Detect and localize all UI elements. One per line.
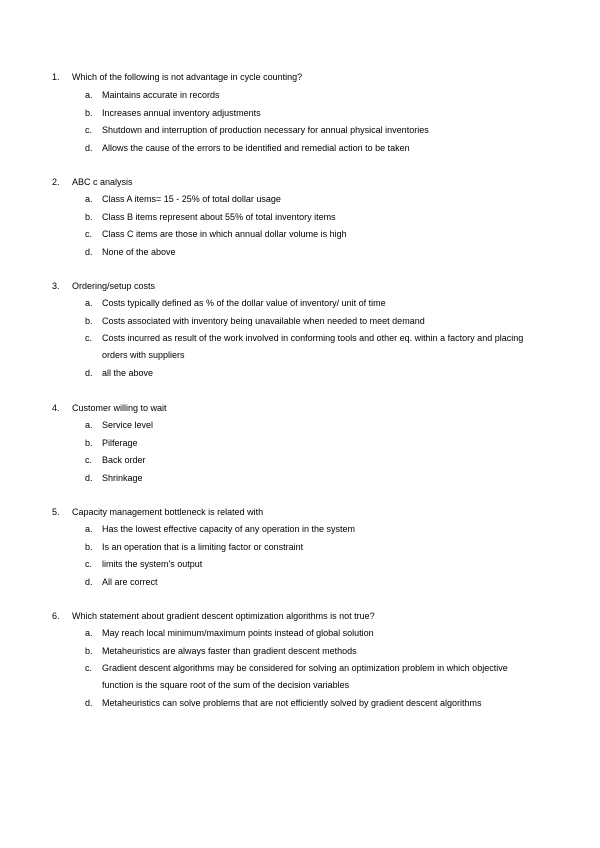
option-text: Costs associated with inventory being unavailable when needed to meet demand: [102, 315, 425, 326]
question-text: Which of the following is not advantage in cycle counting?: [72, 72, 303, 82]
option-text: Metaheuristics are always faster than gradient descent methods: [102, 645, 357, 656]
option-c: [85, 452, 535, 469]
option-d: [85, 695, 535, 712]
option-letter: b.: [85, 211, 93, 222]
option-text: All are correct: [102, 576, 158, 587]
option-b: [85, 435, 535, 452]
question-number: 1.: [52, 72, 60, 82]
question-number: 4.: [52, 403, 60, 413]
question-stem: [52, 278, 155, 295]
option-text: Class B items represent about 55% of total inventory items: [102, 211, 336, 222]
option-letter: c.: [85, 229, 93, 239]
option-a: [85, 417, 535, 434]
question-stem: [52, 608, 375, 625]
option-text: Shutdown and interruption of production necessary for annual physical inventories: [102, 125, 429, 135]
option-letter: c.: [85, 455, 93, 465]
option-letter: c.: [85, 663, 93, 673]
option-text: None of the above: [102, 246, 176, 257]
option-a: [85, 191, 535, 208]
option-text: Metaheuristics can solve problems that are not efficiently solved by gradient descent algorithms: [102, 698, 482, 708]
option-text: Pilferage: [102, 437, 138, 448]
option-a: [85, 625, 535, 642]
option-d: [85, 140, 535, 157]
option-letter: d.: [85, 472, 93, 483]
option-text: Shrinkage: [102, 472, 143, 483]
option-letter: a.: [85, 90, 93, 100]
option-c: [85, 122, 535, 139]
option-text: limits the system's output: [102, 559, 203, 569]
question-text: ABC c analysis: [72, 177, 133, 187]
option-b: [85, 209, 535, 226]
option-letter: c.: [85, 333, 93, 343]
option-a: [85, 295, 535, 312]
question-text: Customer willing to wait: [72, 403, 167, 413]
option-text: Class A items= 15 - 25% of total dollar usage: [102, 194, 281, 204]
option-letter: d.: [85, 246, 93, 257]
option-text: Increases annual inventory adjustments: [102, 107, 261, 118]
option-text: Maintains accurate in records: [102, 90, 220, 100]
question-stem: [52, 400, 167, 417]
option-b: [85, 539, 535, 556]
option-text: Class C items are those in which annual dollar volume is high: [102, 229, 347, 239]
option-letter: c.: [85, 125, 93, 135]
question-number: 5.: [52, 507, 60, 517]
option-letter: b.: [85, 107, 93, 118]
option-letter: b.: [85, 315, 93, 326]
question-stem: [52, 174, 133, 191]
option-c: [85, 330, 535, 365]
option-letter: a.: [85, 298, 93, 308]
option-c: [85, 556, 535, 573]
option-a: [85, 87, 535, 104]
option-text: Is an operation that is a limiting factor or constraint: [102, 541, 304, 552]
option-letter: d.: [85, 698, 93, 708]
option-text: Back order: [102, 455, 146, 465]
option-letter: a.: [85, 628, 93, 638]
question-text: Which statement about gradient descent optimization algorithms is not true?: [72, 611, 375, 621]
option-text: Has the lowest effective capacity of any operation in the system: [102, 524, 355, 534]
question-stem: [52, 504, 263, 521]
option-c: [85, 660, 535, 695]
question-number: 3.: [52, 281, 60, 291]
option-text: Costs incurred as result of the work involved in conforming tools and other eq. within a factory and placing orders with suppliers: [102, 333, 524, 361]
option-text: Costs typically defined as % of the dollar value of inventory/ unit of time: [102, 298, 386, 308]
option-d: [85, 244, 535, 261]
question-number: 2.: [52, 177, 60, 187]
option-letter: a.: [85, 524, 93, 534]
option-letter: d.: [85, 576, 93, 587]
option-b: [85, 313, 535, 330]
option-a: [85, 521, 535, 538]
option-text: Gradient descent algorithms may be considered for solving an optimization problem in which objective function is the square root of the sum of the decision variables: [102, 663, 508, 691]
option-letter: a.: [85, 420, 93, 430]
question-stem: [52, 69, 302, 86]
option-letter: c.: [85, 559, 93, 569]
option-d: [85, 365, 535, 382]
option-letter: a.: [85, 194, 93, 204]
option-letter: b.: [85, 437, 93, 448]
question-text: Capacity management bottleneck is related with: [72, 507, 264, 517]
option-d: [85, 574, 535, 591]
question-number: 6.: [52, 611, 60, 621]
option-b: [85, 643, 535, 660]
option-letter: d.: [85, 368, 93, 378]
option-text: Allows the cause of the errors to be identified and remedial action to be taken: [102, 142, 410, 153]
option-text: all the above: [102, 368, 154, 378]
option-text: Service level: [102, 420, 154, 430]
question-text: Ordering/setup costs: [72, 281, 156, 291]
option-b: [85, 105, 535, 122]
option-c: [85, 226, 535, 243]
option-letter: b.: [85, 541, 93, 552]
option-letter: d.: [85, 142, 93, 153]
option-letter: b.: [85, 645, 93, 656]
option-d: [85, 470, 535, 487]
option-text: May reach local minimum/maximum points instead of global solution: [102, 628, 374, 638]
